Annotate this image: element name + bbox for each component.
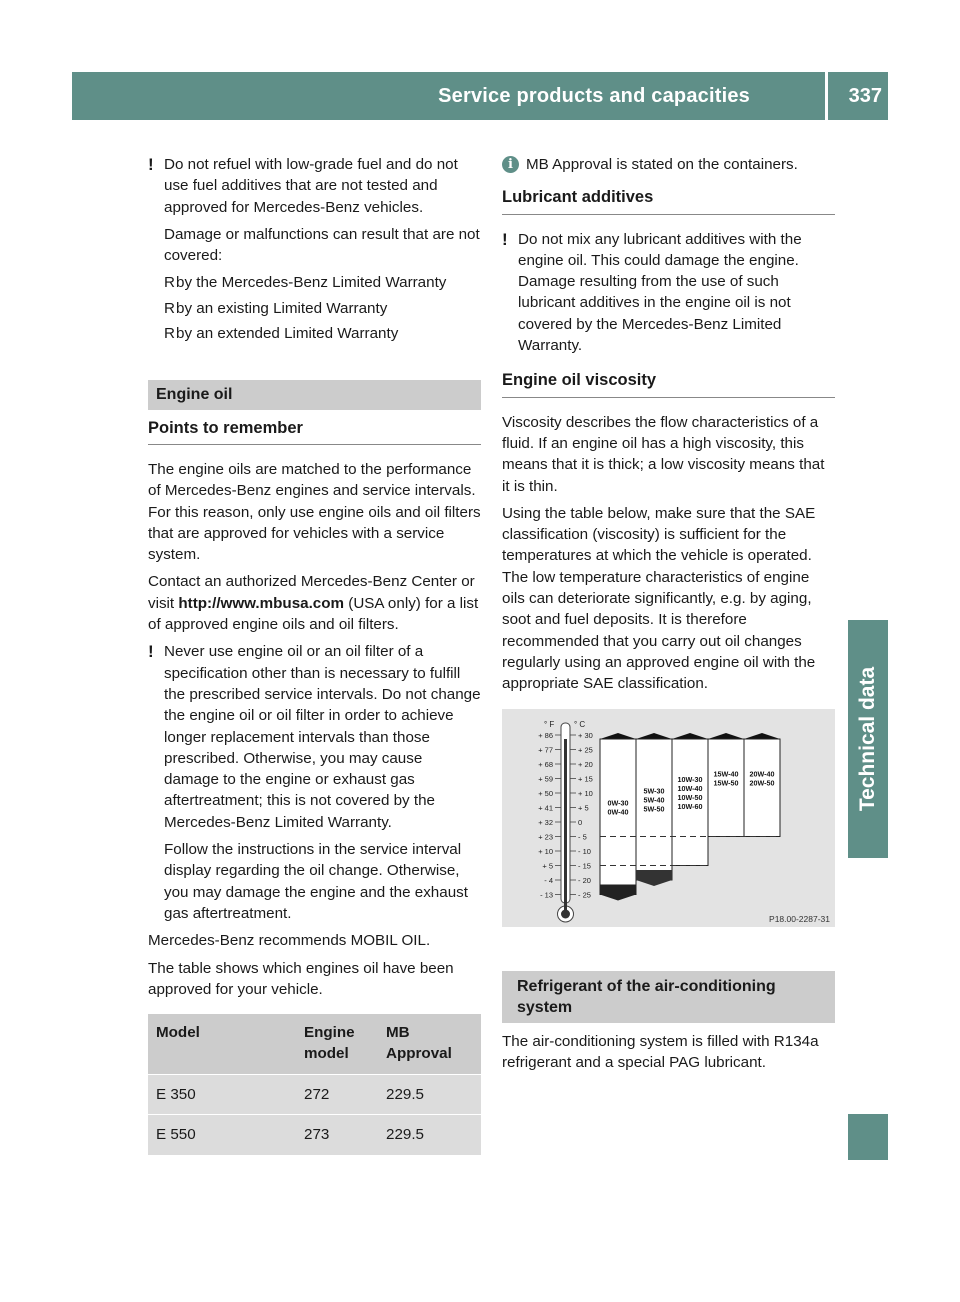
fahrenheit-tick-label: + 23 [538, 832, 553, 842]
page-number: 337 [848, 85, 882, 107]
viscosity-bars [600, 733, 780, 901]
column-header: Engine model [296, 1014, 378, 1075]
bullet-icon: R [164, 274, 175, 292]
viscosity-class-label: 0W-40 [607, 806, 629, 816]
table-cell: 272 [296, 1075, 378, 1115]
viscosity-class-label: 10W-50 [677, 792, 703, 802]
table-header-row [148, 1014, 481, 1075]
viscosity-class-label: 10W-60 [677, 801, 703, 811]
table-row [148, 1115, 481, 1155]
celsius-tick-label: + 5 [578, 803, 589, 813]
thermometer-column [564, 739, 567, 911]
table-cell: E 350 [148, 1075, 296, 1115]
subheading-points-to-remember: Points to remember [148, 418, 481, 445]
celsius-tick-label: + 10 [578, 788, 593, 798]
viscosity-bar [744, 739, 780, 837]
paragraph: The engine oils are matched to the performance of Mercedes-Benz engines and service intervals. For this reason, only use engine oils and oil filters that are approved for vehicles with a service system. [148, 460, 481, 564]
viscosity-bar-bottom [600, 884, 636, 900]
fahrenheit-tick-label: - 13 [540, 890, 553, 900]
celsius-tick-label: 0 [578, 817, 583, 827]
paragraph-text: (USA only) for a list of approved engine oils and oil filters. [148, 594, 479, 634]
viscosity-bar-top [708, 733, 744, 739]
list-item [148, 298, 481, 319]
viscosity-bar-bottom [636, 870, 672, 886]
paragraph: Using the table below, make sure that the SAE classification (viscosity) is sufficient for the temperatures at which the vehicle is operated. The low temperature characteristics of engine oils can deteriorate significantly, e.g. by aging, soot and fuel deposits. It is therefore recommended that you carry out oil changes regularly using an approved engine oil with the appropriate SAE classification. [502, 504, 816, 693]
oil-warning-continued: Follow the instructions in the service interval display regarding the oil change. Otherwise, you may damage the engine and the exhaust gas aftertreatment. [164, 841, 468, 922]
celsius-tick-label: + 30 [578, 730, 593, 740]
bullet-icon: R [164, 325, 175, 343]
side-marker [848, 1114, 888, 1160]
fahrenheit-tick-label: + 41 [538, 803, 553, 813]
celsius-tick-label: - 15 [578, 861, 591, 871]
viscosity-class-label: 5W-50 [643, 804, 665, 814]
paragraph-contact [148, 571, 481, 635]
celsius-label: ° C [574, 719, 586, 729]
paragraph: Mercedes-Benz recommends MOBIL OIL. [148, 932, 431, 950]
mbusa-link[interactable]: http://www.mbusa.com [178, 594, 345, 612]
side-tab-label-wrap [848, 620, 888, 858]
oil-warning-text: Never use engine oil or an oil filter of a specification other than is necessary to fulfill the prescribed service intervals. Do not change the engine oil or oil filter in order to achieve longer replacement intervals than those prescribed. Otherwise, you may cause damage to the engine or exhaust gas aftertreatment; this is not covered by the Mercedes-Benz Limited Warranty. [164, 643, 481, 831]
table-row [148, 1075, 481, 1115]
fahrenheit-tick-label: + 77 [538, 745, 553, 755]
fahrenheit-tick-label: + 10 [538, 846, 553, 856]
fahrenheit-tick-label: + 5 [542, 861, 553, 871]
section-heading-engine-oil: Engine oil [148, 380, 481, 409]
right-column [502, 154, 835, 1079]
viscosity-class-label: 10W-40 [677, 783, 703, 793]
fahrenheit-tick-label: + 50 [538, 788, 553, 798]
fahrenheit-tick-label: + 86 [538, 730, 553, 740]
warning-icon: ! [148, 642, 154, 662]
column-header: MB Approval [378, 1014, 481, 1075]
table-cell: E 550 [148, 1115, 296, 1155]
celsius-tick-label: - 5 [578, 832, 587, 842]
fahrenheit-tick-label: + 59 [538, 774, 553, 784]
table-cell: 229.5 [378, 1115, 481, 1155]
paragraph: The table shows which engines oil have been approved for your vehicle. [148, 959, 454, 998]
viscosity-bar-top [600, 733, 636, 739]
section-heading-refrigerant: Refrigerant of the air-conditioning system [502, 971, 835, 1023]
viscosity-bar-top [636, 733, 672, 739]
header-divider [825, 72, 828, 120]
viscosity-bar [600, 739, 636, 895]
header-title: Service products and capacities [438, 85, 750, 107]
side-tab-label: Technical data [856, 666, 879, 812]
fuel-warning [148, 154, 481, 218]
bullet-icon: R [164, 299, 175, 317]
list-item [148, 272, 481, 293]
subheading-lubricant-additives: Lubricant additives [502, 187, 835, 214]
fahrenheit-tick-label: + 32 [538, 817, 553, 827]
table-cell: 229.5 [378, 1075, 481, 1115]
list-item-text: by the Mercedes-Benz Limited Warranty [176, 274, 447, 292]
viscosity-class-label: 20W-50 [749, 777, 775, 787]
fahrenheit-tick-label: + 68 [538, 759, 553, 769]
viscosity-chart [502, 709, 835, 927]
lubricant-warning [502, 229, 835, 357]
fahrenheit-tick-label: - 4 [544, 875, 553, 885]
info-note [502, 154, 835, 175]
celsius-tick-label: + 20 [578, 759, 593, 769]
viscosity-class-label: 10W-30 [677, 774, 703, 784]
list-item-text: by an extended Limited Warranty [176, 325, 399, 343]
viscosity-class-label: 5W-40 [643, 795, 665, 805]
warning-icon: ! [148, 155, 154, 174]
warning-icon: ! [502, 229, 508, 249]
viscosity-class-label: 20W-40 [749, 768, 775, 778]
celsius-tick-label: - 25 [578, 890, 591, 900]
viscosity-class-label: 5W-30 [643, 786, 665, 796]
celsius-tick-label: - 10 [578, 846, 591, 856]
fuel-warning-continued: Damage or malfunctions can result that are not covered: [164, 225, 480, 265]
info-note-text: MB Approval is stated on the containers. [526, 156, 798, 173]
lubricant-warning-text: Do not mix any lubricant additives with the engine oil. This could damage the engine. Damage resulting from the use of such lubricant additives in the engine oil is not covered by the Mercedes-Benz Limited Warranty. [518, 230, 802, 355]
thermometer [558, 723, 574, 922]
left-column [148, 154, 481, 1155]
oil-warning [148, 641, 481, 833]
viscosity-class-label: 15W-40 [713, 768, 739, 778]
subheading-engine-oil-viscosity: Engine oil viscosity [502, 370, 835, 397]
table-cell: 273 [296, 1115, 378, 1155]
viscosity-class-label: 0W-30 [607, 797, 629, 807]
paragraph-text: Contact an authorized Mercedes-Benz Center or visit [148, 573, 475, 612]
viscosity-class-label: 15W-50 [713, 777, 739, 787]
paragraph: Viscosity describes the flow characteristics of a fluid. If an engine oil has a high viscosity, this means that it is thick; a low viscosity means that it is thin. [502, 413, 825, 495]
info-icon: i [502, 156, 519, 173]
celsius-tick-label: + 25 [578, 745, 593, 755]
list-item [148, 323, 481, 344]
viscosity-chart-svg [502, 709, 835, 927]
celsius-tick-label: + 15 [578, 774, 593, 784]
fahrenheit-label: ° F [544, 719, 555, 729]
viscosity-bar [708, 739, 744, 837]
column-header: Model [148, 1014, 296, 1075]
list-item-text: by an existing Limited Warranty [176, 299, 388, 317]
figure-id: P18.00-2287-31 [769, 913, 830, 924]
viscosity-bar-top [672, 733, 708, 739]
engine-oil-table [148, 1014, 481, 1155]
viscosity-bar-top [744, 733, 780, 739]
paragraph: The air-conditioning system is filled with R134a refrigerant and a special PAG lubricant. [502, 1032, 819, 1071]
header-bar [72, 72, 888, 120]
celsius-tick-label: - 20 [578, 875, 591, 885]
fuel-warning-text: Do not refuel with low-grade fuel and do not use fuel additives that are not tested and approved for Mercedes-Benz vehicles. [164, 156, 458, 216]
